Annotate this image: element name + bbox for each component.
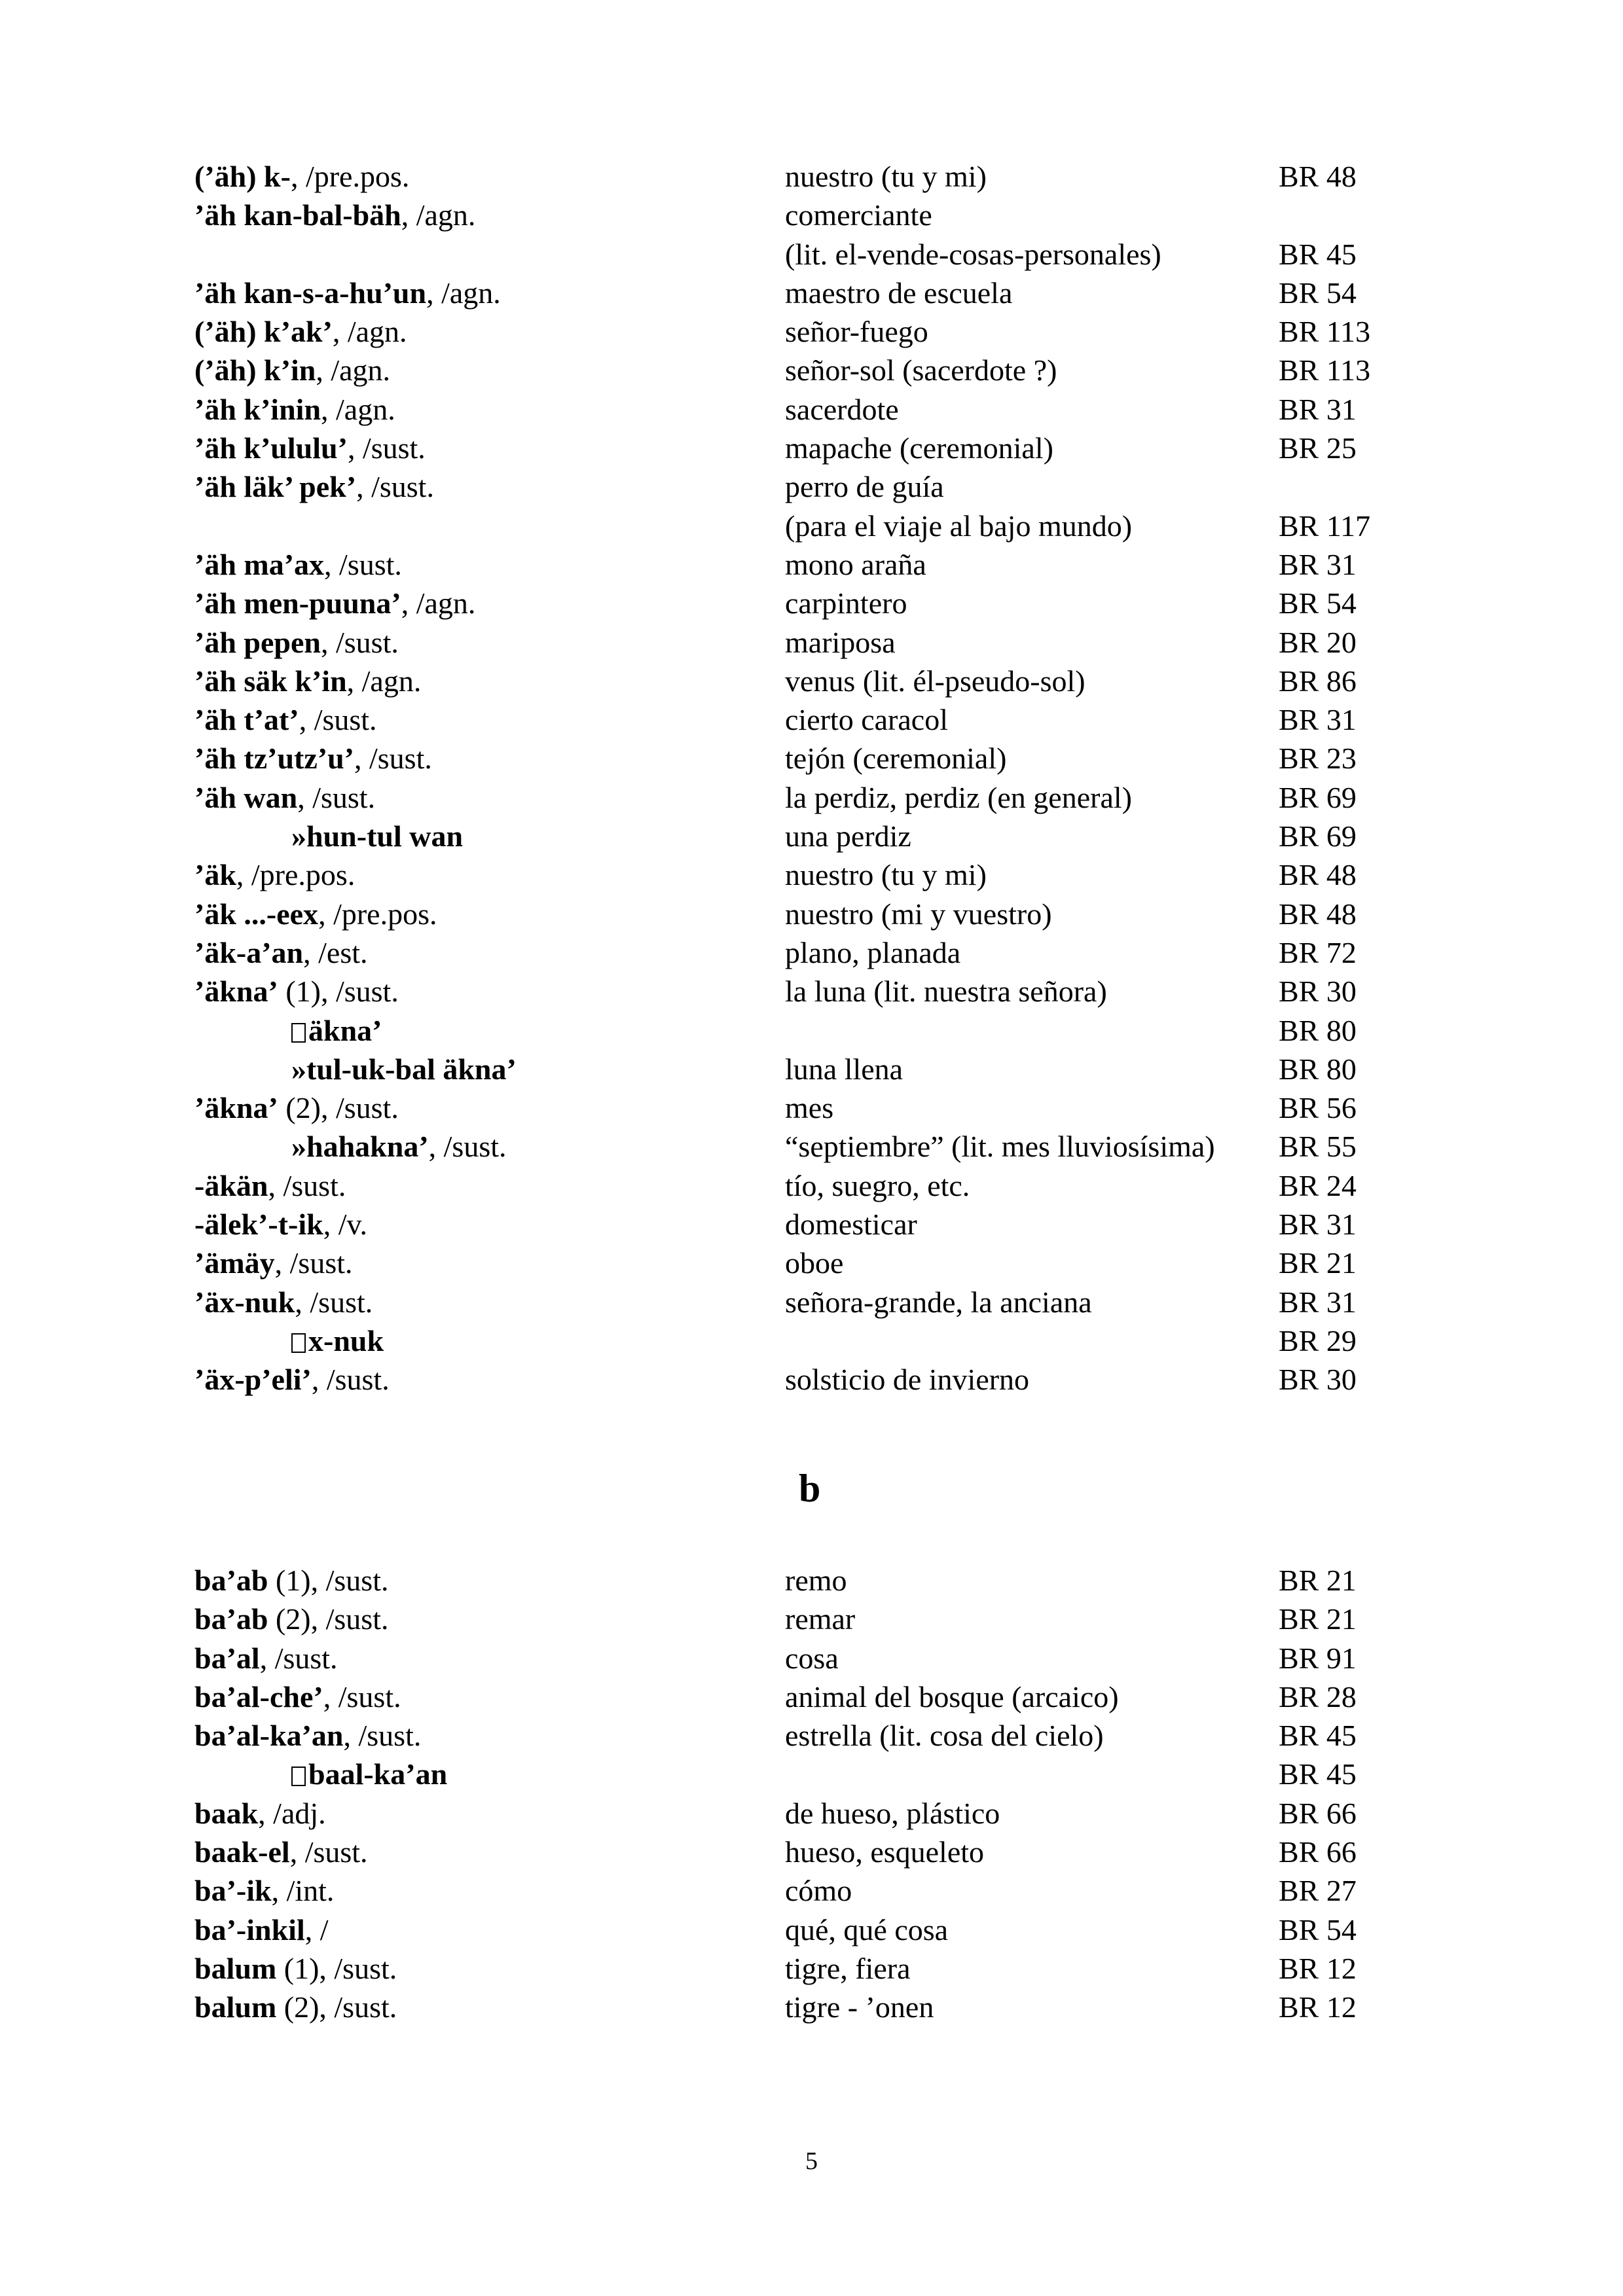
entry-term: [194, 895, 437, 933]
entry-reference: BR 54: [1279, 276, 1357, 310]
entry-gloss: de hueso, plástico: [785, 1796, 1000, 1830]
entry-gloss: hueso, esqueleto: [785, 1835, 985, 1869]
entry-gloss: qué, qué cosa: [785, 1912, 949, 1946]
entry-reference: BR 113: [1279, 315, 1371, 349]
entry-reference: BR 12: [1279, 1951, 1357, 1985]
page-number: 5: [805, 2147, 818, 2175]
entry-gloss: mapache (ceremonial): [785, 431, 1053, 465]
entry-grammar: , /adj.: [258, 1796, 326, 1830]
entry-term: [291, 1050, 517, 1088]
entry-grammar: , /agn.: [332, 315, 407, 349]
entry-term: [194, 1988, 397, 2026]
entry-row: [0, 390, 1623, 429]
entry-term: [194, 623, 399, 662]
entry-headword: ’äh kan-s-a-hu’un: [194, 276, 427, 310]
entry-reference: BR 12: [1279, 1990, 1357, 2024]
entry-headword: ’äk: [194, 858, 236, 892]
entry-gloss: señor-fuego: [785, 315, 928, 349]
entry-gloss: cómo: [785, 1874, 852, 1908]
entry-gloss: perro de guía: [785, 470, 944, 504]
entry-term: [194, 1360, 390, 1399]
entry-gloss: tigre - ’onen: [785, 1990, 934, 2024]
entry-headword: (’äh) k’in: [194, 353, 316, 387]
entry-headword: ’äh ma’ax: [194, 547, 325, 581]
entry-grammar: , /sust.: [311, 1363, 390, 1397]
entry-headword: ’äk-a’an: [194, 935, 304, 969]
entry-grammar: , /est.: [303, 935, 368, 969]
entry-grammar: , /pre.pos.: [290, 160, 410, 193]
entry-row: [0, 196, 1623, 234]
entry-term: [194, 972, 399, 1011]
entry-term: [291, 1321, 384, 1360]
entry-gloss: mono araña: [785, 547, 926, 581]
entry-term: [194, 1600, 388, 1638]
entry-gloss: señor-sol (sacerdote ?): [785, 353, 1057, 387]
entry-row: [0, 1011, 1623, 1050]
entry-row: [0, 1871, 1623, 1910]
entry-gloss: remo: [785, 1564, 847, 1597]
entry-headword: x-nuk: [308, 1323, 384, 1357]
entry-headword: ’äh men-puuna’: [194, 586, 401, 620]
entry-term: [194, 351, 390, 389]
entry-term: [291, 1755, 447, 1793]
entry-reference: BR 31: [1279, 392, 1357, 426]
entry-row: [0, 1988, 1623, 2026]
entry-row: [0, 1794, 1623, 1833]
entry-grammar: , /sust.: [323, 1679, 401, 1713]
entry-reference: BR 24: [1279, 1168, 1357, 1202]
entry-grammar: , /sust.: [289, 1835, 368, 1869]
entry-grammar: , /sust.: [428, 1130, 507, 1164]
missing-glyph-box-icon: [291, 1767, 306, 1786]
entry-grammar: , /sust.: [274, 1246, 353, 1280]
entry-term: [194, 1283, 373, 1321]
entry-reference: BR 20: [1279, 625, 1357, 659]
entries-section-b: [0, 1561, 1623, 2027]
entry-headword: ’äh tz’utz’u’: [194, 742, 354, 776]
entry-gloss: (lit. el-vende-cosas-personales): [785, 237, 1161, 271]
entry-grammar: (2), /sust.: [268, 1602, 389, 1636]
entry-grammar: , /sust.: [320, 625, 399, 659]
entry-row: [0, 972, 1623, 1011]
entry-gloss: la luna (lit. nuestra señora): [785, 975, 1107, 1009]
entry-headword: -älek’-t-ik: [194, 1208, 323, 1242]
entry-term: [194, 1871, 334, 1910]
entry-gloss: cosa: [785, 1641, 839, 1675]
entry-term: [194, 1949, 397, 1988]
entry-grammar: , /sust.: [295, 1285, 373, 1319]
entry-row: [0, 429, 1623, 467]
entry-reference: BR 30: [1279, 1363, 1357, 1397]
entry-grammar: , /pre.pos.: [236, 858, 356, 892]
entry-row: [0, 1050, 1623, 1088]
entry-row: [0, 1833, 1623, 1871]
entry-reference: BR 21: [1279, 1564, 1357, 1597]
entry-term: [194, 196, 475, 234]
section-letter-heading: b: [799, 1467, 821, 1510]
entry-row: [0, 1677, 1623, 1716]
entry-grammar: , /agn.: [401, 586, 476, 620]
entry-gloss: remar: [785, 1602, 856, 1636]
entry-term: [194, 1833, 368, 1871]
entry-reference: BR 21: [1279, 1602, 1357, 1636]
entry-headword: »hun-tul wan: [291, 819, 464, 853]
entry-term: [194, 662, 421, 700]
entry-headword: ’äx-nuk: [194, 1285, 295, 1319]
entry-row: [0, 662, 1623, 700]
entry-term: [194, 700, 377, 739]
entry-reference: BR 72: [1279, 935, 1357, 969]
entry-term: [194, 1910, 329, 1949]
entry-gloss: carpintero: [785, 586, 907, 620]
entry-headword: (’äh) k-: [194, 160, 291, 193]
entry-term: [194, 1794, 326, 1833]
entry-gloss: tigre, fiera: [785, 1951, 911, 1985]
entry-term: [194, 467, 434, 506]
entry-headword: ba’-ik: [194, 1874, 272, 1908]
entry-grammar: , /agn.: [401, 198, 476, 232]
entry-reference: BR 117: [1279, 509, 1371, 543]
entry-headword: ’äh wan: [194, 780, 298, 814]
entry-reference: BR 28: [1279, 1679, 1357, 1713]
entry-headword: ’äh kan-bal-bäh: [194, 198, 401, 232]
entry-grammar: , /sust.: [259, 1641, 338, 1675]
entry-reference: BR 56: [1279, 1091, 1357, 1125]
entry-headword: balum: [194, 1951, 277, 1985]
entry-grammar: , /agn.: [426, 276, 501, 310]
entry-term: [194, 1166, 346, 1205]
entry-term: [291, 1011, 382, 1050]
entry-reference: BR 23: [1279, 742, 1357, 776]
entry-grammar: , /sust.: [347, 431, 426, 465]
entry-headword: »tul-uk-bal äkna’: [291, 1052, 517, 1086]
entry-headword: ’äh k’inin: [194, 392, 321, 426]
entry-gloss: cierto caracol: [785, 703, 948, 737]
entry-gloss: animal del bosque (arcaico): [785, 1679, 1119, 1713]
entry-reference: BR 113: [1279, 353, 1371, 387]
entry-row: [0, 1244, 1623, 1282]
entry-grammar: , /sust.: [324, 547, 402, 581]
entry-grammar: , /sust.: [297, 780, 376, 814]
entry-headword: ba’ab: [194, 1564, 268, 1597]
entry-term: [194, 429, 426, 467]
entry-grammar: , /sust.: [356, 470, 434, 504]
entry-gloss: nuestro (mi y vuestro): [785, 897, 1052, 931]
entry-term: [194, 157, 409, 196]
entry-term: [194, 778, 375, 817]
entry-gloss: tejón (ceremonial): [785, 742, 1007, 776]
entry-reference: BR 25: [1279, 431, 1357, 465]
entry-row: [0, 545, 1623, 584]
entry-row: [0, 157, 1623, 196]
entry-reference: BR 48: [1279, 160, 1357, 193]
entry-grammar: (1), /sust.: [276, 1951, 397, 1985]
entry-headword: ’äkna’: [194, 975, 278, 1009]
entry-reference: BR 29: [1279, 1323, 1357, 1357]
entry-headword: baak-el: [194, 1835, 290, 1869]
entry-headword: ba’ab: [194, 1602, 268, 1636]
entry-term: [194, 739, 432, 778]
entry-grammar: , /agn.: [321, 392, 395, 426]
entry-reference: BR 21: [1279, 1246, 1357, 1280]
entry-gloss: nuestro (tu y mi): [785, 160, 987, 193]
missing-glyph-box-icon: [291, 1023, 306, 1043]
entry-term: [194, 933, 368, 972]
entry-headword: ’äh pepen: [194, 625, 321, 659]
entry-headword: ’äh t’at’: [194, 703, 299, 737]
entry-grammar: (2), /sust.: [276, 1990, 397, 2024]
entry-term: [291, 817, 463, 855]
entry-row: [0, 235, 1623, 274]
entry-term: [194, 1716, 421, 1755]
entries-section-a: [0, 157, 1623, 1399]
entry-reference: BR 48: [1279, 897, 1357, 931]
entry-reference: BR 45: [1279, 237, 1357, 271]
entry-headword: ba’al: [194, 1641, 260, 1675]
entry-row: [0, 274, 1623, 312]
entry-reference: BR 45: [1279, 1757, 1357, 1791]
entry-grammar: (1), /sust.: [268, 1564, 389, 1597]
entry-term: [194, 584, 475, 622]
entry-reference: BR 86: [1279, 664, 1357, 698]
entry-grammar: , /agn.: [316, 353, 391, 387]
entry-term: [194, 855, 355, 894]
entry-row: [0, 584, 1623, 622]
entry-reference: BR 48: [1279, 858, 1357, 892]
entry-reference: BR 31: [1279, 1208, 1357, 1242]
entry-row: [0, 817, 1623, 855]
entry-headword: äkna’: [308, 1013, 382, 1047]
entry-gloss: (para el viaje al bajo mundo): [785, 509, 1133, 543]
entry-headword: ’ämäy: [194, 1246, 275, 1280]
entry-reference: BR 69: [1279, 780, 1357, 814]
entry-headword: ba’al-che’: [194, 1679, 323, 1713]
entry-row: [0, 623, 1623, 662]
entry-headword: ’äx-p’eli’: [194, 1363, 312, 1397]
entry-reference: BR 66: [1279, 1796, 1357, 1830]
entry-gloss: una perdiz: [785, 819, 911, 853]
missing-glyph-box-icon: [291, 1333, 306, 1353]
entry-row: [0, 351, 1623, 389]
entry-reference: BR 80: [1279, 1013, 1357, 1047]
entry-headword: ’äh läk’ pek’: [194, 470, 357, 504]
entry-term: [194, 1205, 367, 1244]
entry-row: [0, 700, 1623, 739]
entry-gloss: mes: [785, 1091, 834, 1125]
entry-reference: BR 27: [1279, 1874, 1357, 1908]
entry-gloss: señora-grande, la anciana: [785, 1285, 1092, 1319]
entry-gloss: oboe: [785, 1246, 844, 1280]
entry-row: [0, 1600, 1623, 1638]
entry-reference: BR 91: [1279, 1641, 1357, 1675]
entry-reference: BR 31: [1279, 703, 1357, 737]
entry-reference: BR 31: [1279, 547, 1357, 581]
entry-row: [0, 739, 1623, 778]
entry-gloss: luna llena: [785, 1052, 903, 1086]
entry-term: [194, 1677, 401, 1716]
entry-grammar: , /int.: [271, 1874, 335, 1908]
entry-gloss: maestro de escuela: [785, 276, 1013, 310]
entry-headword: (’äh) k’ak’: [194, 315, 333, 349]
entry-gloss: solsticio de invierno: [785, 1363, 1030, 1397]
entry-grammar: , /pre.pos.: [318, 897, 437, 931]
entry-reference: BR 66: [1279, 1835, 1357, 1869]
entry-row: [0, 1755, 1623, 1793]
entry-headword: ba’al-ka’an: [194, 1719, 344, 1753]
entry-headword: balum: [194, 1990, 277, 2024]
entry-gloss: “septiembre” (lit. mes lluviosísima): [785, 1130, 1215, 1164]
entry-headword: ’äk ...-eex: [194, 897, 319, 931]
entry-grammar: , /sust.: [299, 703, 377, 737]
entry-row: [0, 1166, 1623, 1205]
entry-term: [194, 390, 395, 429]
entry-row: [0, 1910, 1623, 1949]
entry-row: [0, 467, 1623, 506]
entry-row: [0, 1949, 1623, 1988]
entry-term: [194, 312, 407, 351]
entry-reference: BR 30: [1279, 975, 1357, 1009]
entry-term: [194, 545, 402, 584]
entry-reference: BR 45: [1279, 1719, 1357, 1753]
entry-reference: BR 54: [1279, 1912, 1357, 1946]
entry-grammar: , /sust.: [268, 1168, 346, 1202]
entry-row: [0, 1716, 1623, 1755]
entry-row: [0, 933, 1623, 972]
entry-gloss: domesticar: [785, 1208, 917, 1242]
entry-gloss: tío, suegro, etc.: [785, 1168, 970, 1202]
entry-row: [0, 1639, 1623, 1677]
entry-headword: -äkän: [194, 1168, 268, 1202]
entry-row: [0, 1205, 1623, 1244]
entry-gloss: sacerdote: [785, 392, 899, 426]
entry-gloss: comerciante: [785, 198, 932, 232]
entry-row: [0, 1321, 1623, 1360]
entry-gloss: estrella (lit. cosa del cielo): [785, 1719, 1104, 1753]
entry-gloss: venus (lit. él-pseudo-sol): [785, 664, 1085, 698]
entry-row: [0, 895, 1623, 933]
entry-grammar: , /agn.: [346, 664, 422, 698]
entry-term: [194, 1244, 353, 1282]
entry-grammar: , /: [304, 1912, 329, 1946]
entry-reference: BR 69: [1279, 819, 1357, 853]
entry-reference: BR 80: [1279, 1052, 1357, 1086]
entry-reference: BR 31: [1279, 1285, 1357, 1319]
entry-row: [0, 1283, 1623, 1321]
entry-row: [0, 778, 1623, 817]
entry-term: [194, 274, 501, 312]
entry-gloss: mariposa: [785, 625, 896, 659]
entry-row: [0, 1088, 1623, 1127]
entry-headword: baal-ka’an: [308, 1757, 448, 1791]
entry-row: [0, 1360, 1623, 1399]
entry-term: [194, 1088, 399, 1127]
entry-grammar: (2), /sust.: [278, 1091, 399, 1125]
entry-headword: ba’-inkil: [194, 1912, 305, 1946]
entry-headword: ’äh säk k’in: [194, 664, 347, 698]
entry-headword: »hahakna’: [291, 1130, 429, 1164]
entry-row: [0, 855, 1623, 894]
entry-gloss: nuestro (tu y mi): [785, 858, 987, 892]
entry-term: [194, 1639, 338, 1677]
entry-headword: ’äh k’ululu’: [194, 431, 348, 465]
entry-grammar: (1), /sust.: [278, 975, 399, 1009]
entry-row: [0, 507, 1623, 545]
entry-term: [194, 1561, 388, 1600]
entry-grammar: , /sust.: [343, 1719, 422, 1753]
entry-term: [291, 1127, 507, 1166]
entry-headword: baak: [194, 1796, 259, 1830]
entry-row: [0, 312, 1623, 351]
entry-reference: BR 55: [1279, 1130, 1357, 1164]
entry-headword: ’äkna’: [194, 1091, 278, 1125]
entry-grammar: , /sust.: [354, 742, 432, 776]
entry-grammar: , /v.: [323, 1208, 368, 1242]
entry-gloss: la perdiz, perdiz (en general): [785, 780, 1132, 814]
entry-reference: BR 54: [1279, 586, 1357, 620]
entry-gloss: plano, planada: [785, 935, 961, 969]
entry-row: [0, 1561, 1623, 1600]
entry-row: [0, 1127, 1623, 1166]
